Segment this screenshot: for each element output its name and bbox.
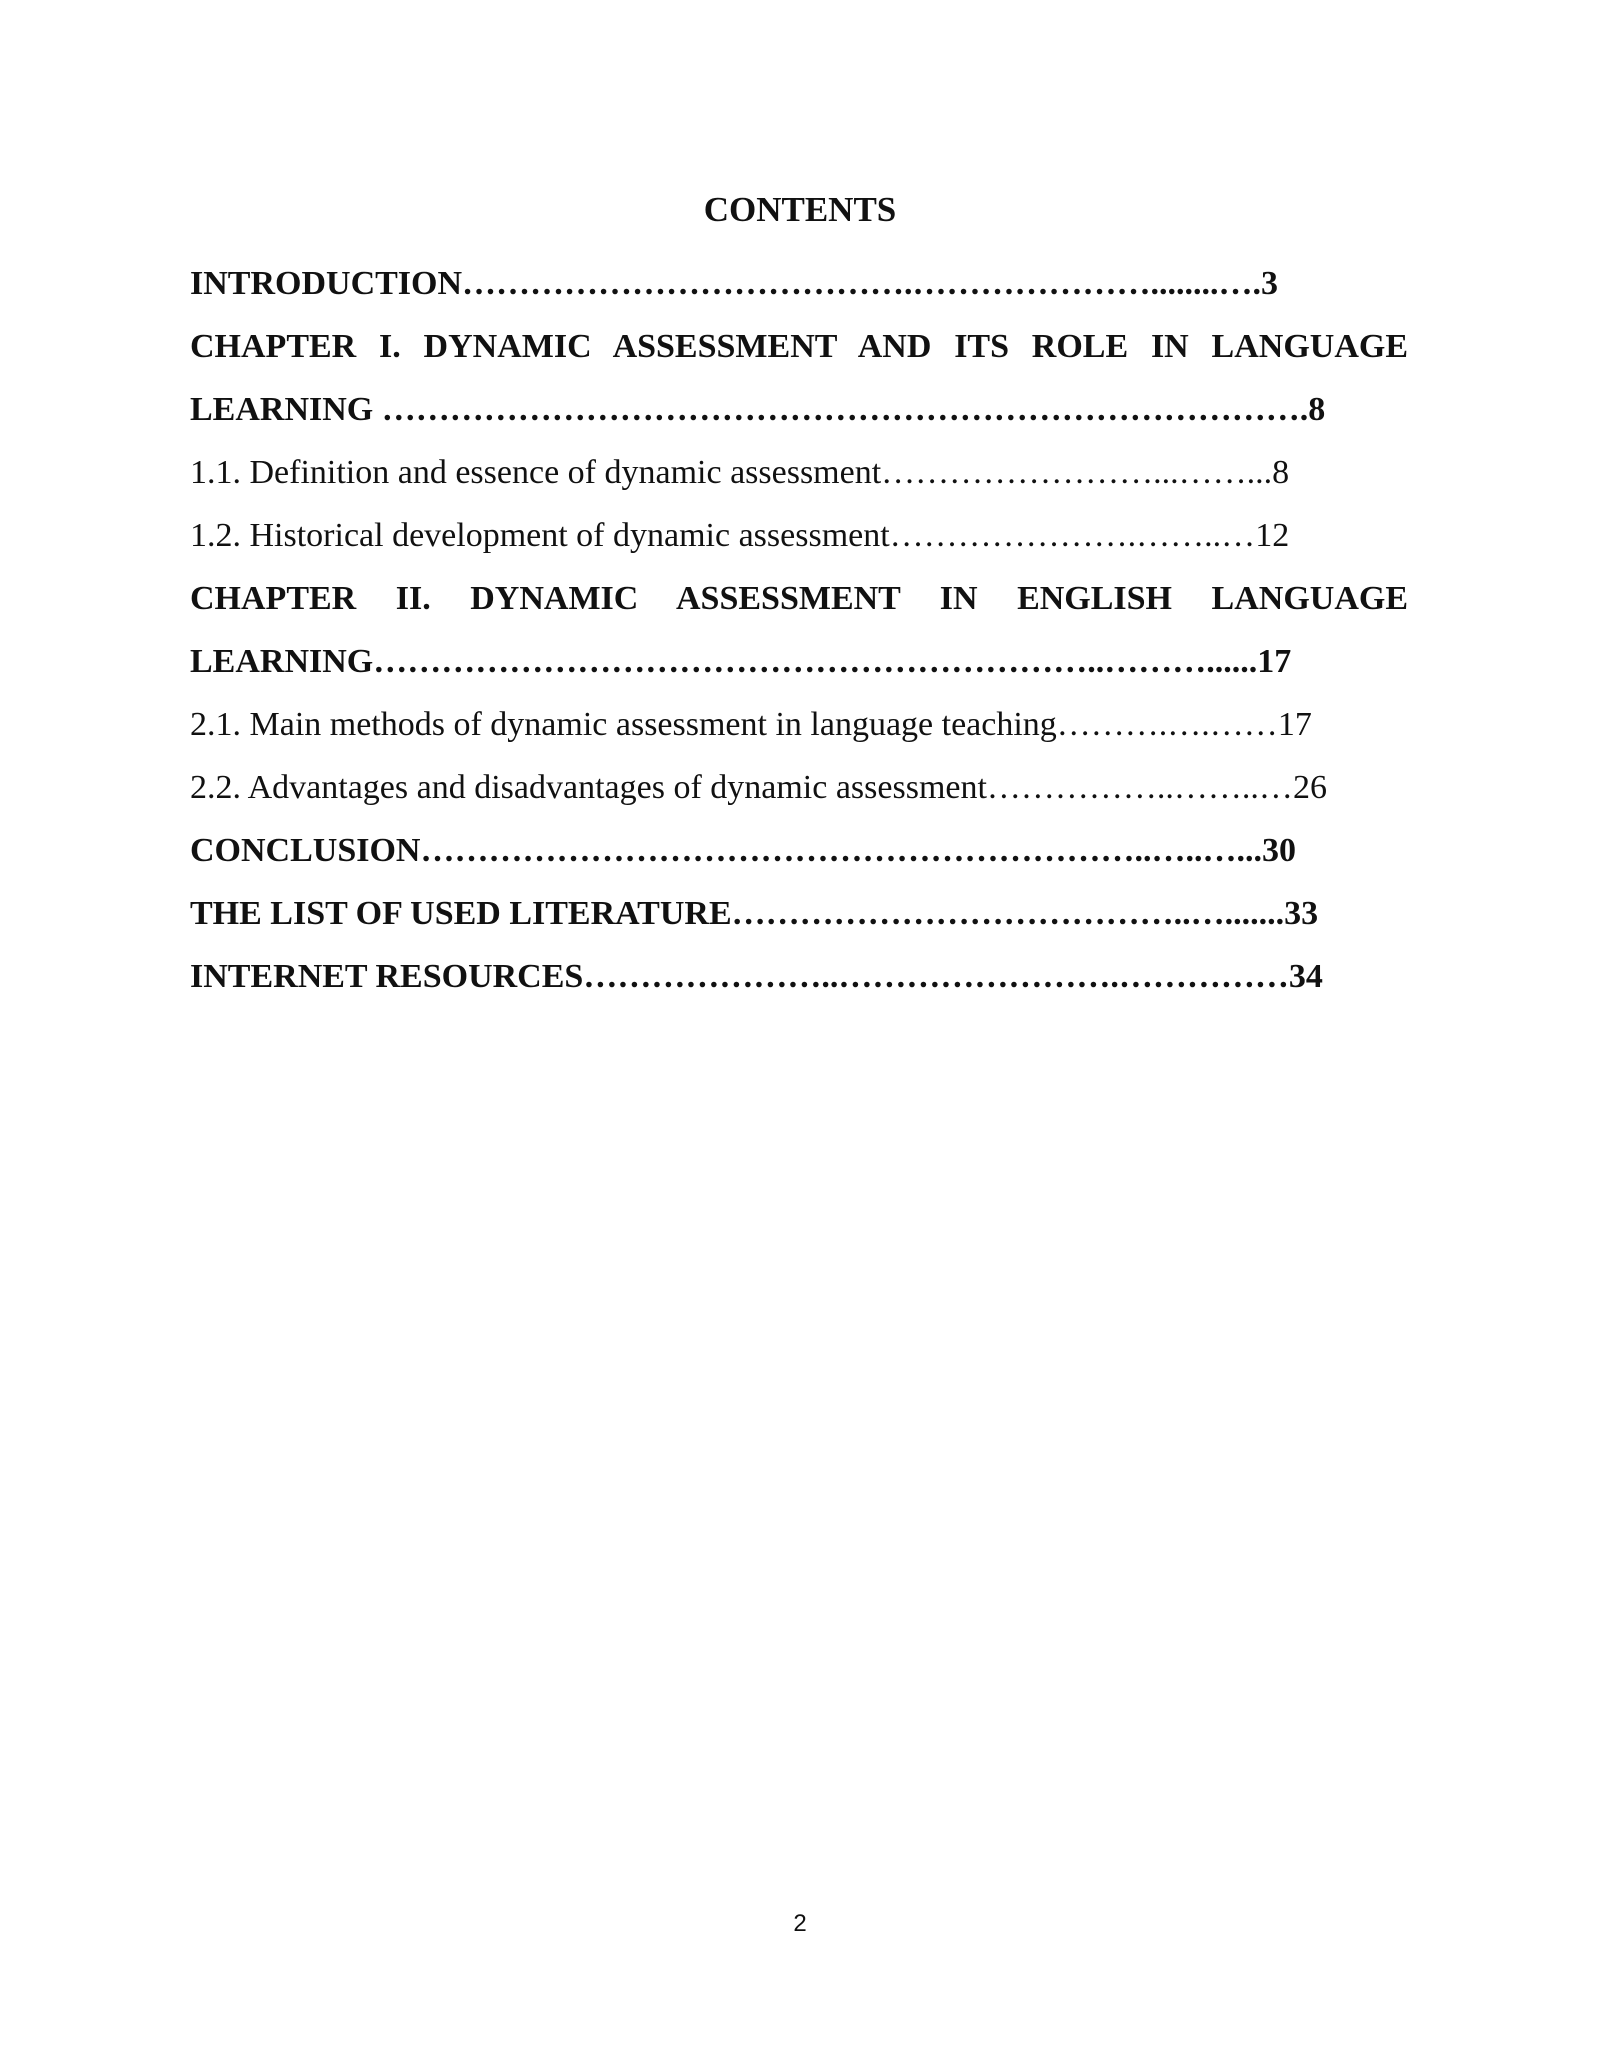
toc-entry-text: LEARNING ………………………………………………………………………. — [190, 391, 1309, 428]
toc-entry-text: LEARNING………………………………………………………..………...... — [190, 643, 1258, 680]
toc-entry-chapter-1-heading — [190, 315, 1408, 378]
toc-entry-chapter-1 — [190, 378, 1408, 441]
toc-entry-text: 1.2. Historical development of dynamic assessment………………….……..… — [190, 517, 1256, 554]
toc-entry-text: INTRODUCTION………………………………….…………………........…. — [190, 265, 1262, 302]
toc-entry-page: 3 — [1261, 265, 1279, 302]
toc-entry-page: 33 — [1284, 895, 1319, 932]
toc-entry-introduction — [190, 252, 1408, 315]
toc-entry-text: 2.1. Main methods of dynamic assessment in language teaching……….….…… — [190, 706, 1278, 743]
toc-entry-text: 1.1. Definition and essence of dynamic assessment……………………...……... — [190, 454, 1273, 491]
toc-entry-page: 8 — [1308, 391, 1326, 428]
toc-entry-page: 17 — [1277, 706, 1312, 743]
toc-entry-page: 17 — [1257, 643, 1292, 680]
toc-entry-internet-resources — [190, 945, 1408, 1008]
toc-entry-chapter-2-heading — [190, 567, 1408, 630]
toc-entry-text: CHAPTER I. DYNAMIC ASSESSMENT AND ITS ROLE IN LANGUAGE — [190, 328, 1408, 365]
toc-entry-literature — [190, 882, 1408, 945]
toc-entry-text: CONCLUSION………………………………………………………..…..…... — [190, 832, 1262, 869]
toc-entry-page: 12 — [1255, 517, 1290, 554]
toc-entry-section-2-1 — [190, 693, 1408, 756]
toc-entry-text: THE LIST OF USED LITERATURE…………………………………..…....... — [190, 895, 1285, 932]
table-of-contents — [190, 252, 1408, 1008]
toc-entry-section-1-1 — [190, 441, 1408, 504]
toc-entry-page: 30 — [1261, 832, 1296, 869]
page-title: CONTENTS — [703, 190, 897, 229]
toc-entry-chapter-2 — [190, 630, 1408, 693]
toc-entry-conclusion — [190, 819, 1408, 882]
toc-entry-page: 8 — [1272, 454, 1290, 491]
toc-entry-text: INTERNET RESOURCES…………………..…………………….…………… — [190, 958, 1289, 995]
toc-entry-page: 34 — [1288, 958, 1323, 995]
toc-entry-section-2-2 — [190, 756, 1408, 819]
toc-entry-text: 2.2. Advantages and disadvantages of dynamic assessment……………..……..… — [190, 769, 1293, 806]
page-number: 2 — [793, 1910, 807, 1937]
toc-entry-page: 26 — [1292, 769, 1327, 806]
toc-entry-section-1-2 — [190, 504, 1408, 567]
toc-entry-text: CHAPTER II. DYNAMIC ASSESSMENT IN ENGLISH LANGUAGE — [190, 580, 1408, 617]
